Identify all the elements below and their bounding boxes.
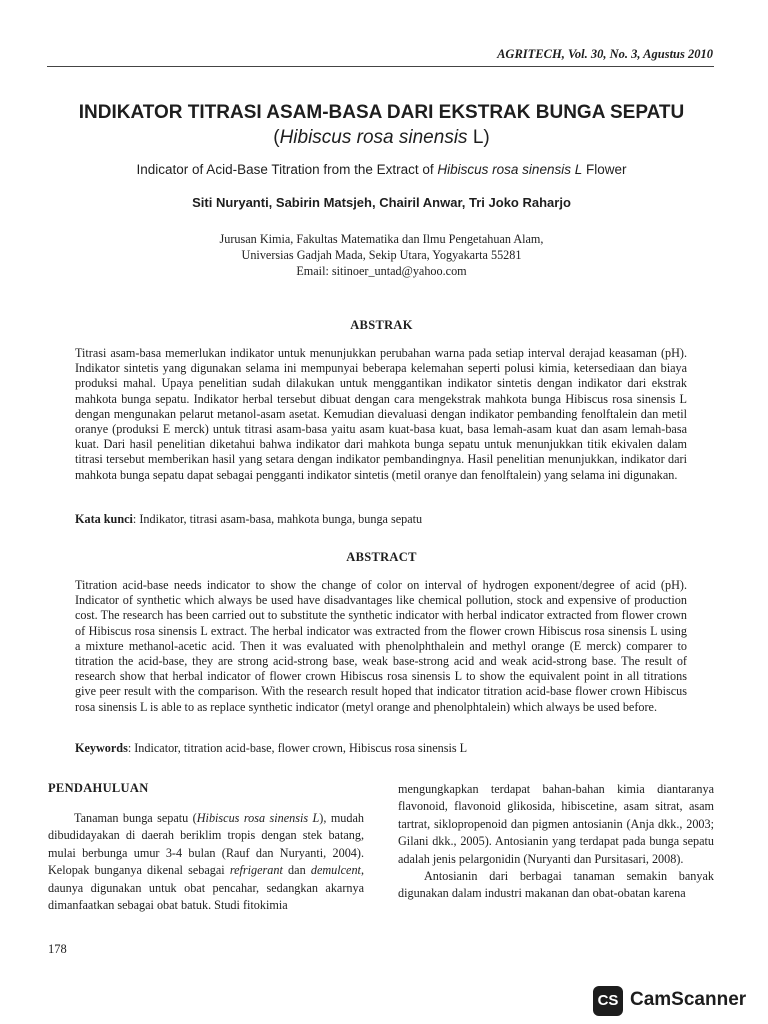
paper-title-main: INDIKATOR TITRASI ASAM-BASA DARI EKSTRAK BUNGA SEPATU [78, 102, 685, 123]
journal-header: AGRITECH, Vol. 30, No. 3, Agustus 2010 [497, 47, 713, 61]
affiliation [48, 231, 715, 279]
kata-kunci: Kata kunci: Indikator, titrasi asam-basa, mahkota bunga, bunga sepatu [75, 512, 423, 526]
paper-title [48, 100, 715, 150]
english-title: Indicator of Acid-Base Titration from the Extract of Hibiscus rosa sinensis L Flower [136, 162, 627, 177]
affiliation-line: Universias Gadjah Mada, Sekip Utara, Yogyakarta 55281 [241, 248, 522, 262]
affiliation-line: Jurusan Kimia, Fakultas Matematika dan Ilmu Pengetahuan Alam, [219, 232, 544, 246]
paper-title-latin: Hibiscus rosa sinensis [279, 127, 468, 148]
page-number: 178 [48, 942, 67, 956]
affiliation-email: Email: sitinoer_untad@yahoo.com [296, 264, 467, 278]
header-rule [47, 66, 714, 67]
paper-title-latin-line: (Hibiscus rosa sinensis L) [273, 127, 490, 148]
abstract-text: Titration acid-base needs indicator to show the change of color on interval of hydrogen exponent/degree of acid (pH). Indicator of synthetic which always be used have disadvantages like chemical pollution, stock and expensive of production cost. The research has been carried out to substitute the synthetic indicator with herbal indicator extracted from flower crown of Hibiscus rosa sinensis L extract. The herbal indicator was extracted from the flower crown Hibiscus rosa sinensis L using a mixture methanol-acetic acid. Then it was evaluated with phenolphthalein and methyl orange (E merck) comparer to titration the acid-base, they are strong acid-strong base, weak base-strong acid and weak acid-strong base. The result of research show that herbal indicator of flower crown Hibiscus rosa sinensis L to show the equivalent point in all titrations give peer result with the comparison. With the research result hoped that indicator titration acid-base flower crown Hibiscus rosa sinensis L is able to as replace synthetic indicator (metyl orange and phenolphtalein) which always be used before. [75, 578, 687, 714]
author-list: Siti Nuryanti, Sabirin Matsjeh, Chairil Anwar, Tri Joko Raharjo [192, 195, 571, 210]
camscanner-watermark: CamScanner [630, 989, 747, 1010]
abstract-heading: ABSTRACT [346, 550, 417, 564]
keywords: Keywords: Indicator, titration acid-base, flower crown, Hibiscus rosa sinensis L [75, 741, 468, 755]
intro-right-column: mengungkapkan terdapat bahan-bahan kimia diantaranya flavonoid, flavonoid glikosida, hibiscetine, asam sitrat, asam tartrat, siklopropenoid dan pigmen antosianin (Anja dkk., 2003; Gilani dkk., 2005). Antosianin yang terdapat pada bunga sepatu adalah jenis pelargonidin (Nuryanti dan Pursitasari, 2008). Antosianin dari berbagai tanaman semakin banyak digunakan dalam industri makanan dan obat-obatan karena [398, 782, 714, 901]
camscanner-logo-icon: CS [593, 986, 623, 1016]
intro-left-column: Tanaman bunga sepatu (Hibiscus rosa sinensis L), mudah dibudidayakan di daerah beriklim tropis dengan stek batang, mulai berbunga umur 3-4 bulan (Rauf dan Nuryanti, 2004). Kelopak bunganya dikenal sebagai refrigerant dan demulcent, daunya digunakan untuk obat pencahar, sedangkan akarnya dimanfaatkan sebagai obat batuk. Studi fitokimia [48, 811, 364, 913]
abstrak-heading: ABSTRAK [350, 318, 413, 332]
section-heading-pendahuluan: PENDAHULUAN [48, 781, 149, 795]
abstrak-text: Titrasi asam-basa memerlukan indikator untuk menunjukkan perubahan warna pada setiap interval derajad keasaman (pH). Indikator sintetis yang digunakan selama ini mempunyai beberapa kelemahan seperti polusi kimia, ketersediaan dan biaya produksi mahal. Upaya penelitian sudah dilakukan untuk menggantikan indikator sintetis dengan indikator dari ekstrak mahkota bunga sepatu. Indikator herbal tersebut dibuat dengan cara mengekstrak mahkota bunga Hibiscus rosa sinensis L dengan mengunakan pelarut metanol-asam asetat. Kemudian dievaluasi dengan indikator pembanding fenolftalein dan metil oranye (produksi E merck) untuk titrasi asam-basa yaitu asam kuat-basa kuat, basa lemah-asam kuat dan asam lemah-basa kuat. Dari hasil penelitian diketahui bahwa indikator dari mahkota bunga sepatu untuk menunjukkan titik ekivalen dalam titrasi tersebut memberikan hasil yang setara dengan indikator pembandingnya. Hasil penelitian menunjukkan, indikator dari mahkota bunga sepatu dapat sebagai pengganti indikator sintetis (metil oranye dan fenolftalein) yang selama ini digunakan. [75, 346, 687, 482]
